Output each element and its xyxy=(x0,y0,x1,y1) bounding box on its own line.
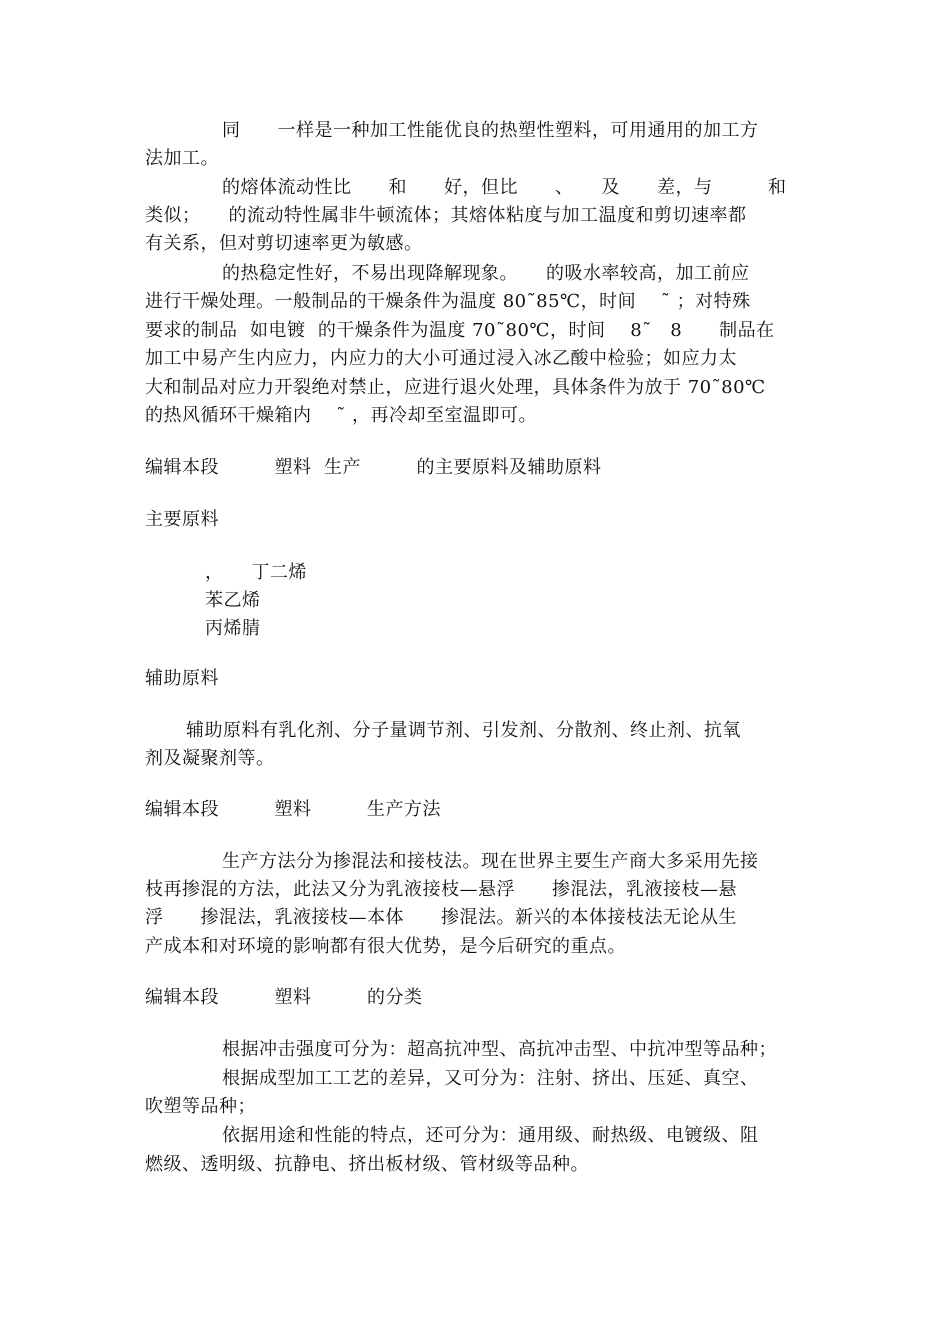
paragraph-line: 燃级、透明级、抗静电、挤出板材级、管材级等品种。 xyxy=(145,1154,589,1175)
subheading: 主要原料 xyxy=(145,509,219,530)
list-item: 丙烯腈 xyxy=(205,618,261,639)
paragraph-line: 法加工。 xyxy=(145,148,219,169)
list-item: 苯乙烯 xyxy=(205,590,261,611)
section-heading: 编辑本段 塑料 生产方法 xyxy=(145,799,441,820)
paragraph-line: 根据成型加工工艺的差异，又可分为：注射、挤出、压延、真空、 xyxy=(222,1068,759,1089)
section-heading: 编辑本段 塑料 生产 的主要原料及辅助原料 xyxy=(145,457,602,478)
paragraph-line: 的熔体流动性比 和 好，但比 、 及 差，与 和 xyxy=(222,177,787,198)
paragraph-line: 依据用途和性能的特点，还可分为：通用级、耐热级、电镀级、阻 xyxy=(222,1125,759,1146)
paragraph-line: 吹塑等品种； xyxy=(145,1096,256,1117)
paragraph-line: 大和制品对应力开裂绝对禁止，应进行退火处理，具体条件为放于 70˜80℃ xyxy=(145,377,766,398)
paragraph-line: 根据冲击强度可分为：超高抗冲型、高抗冲击型、中抗冲型等品种； xyxy=(222,1039,777,1060)
section-heading: 编辑本段 塑料 的分类 xyxy=(145,987,423,1008)
subheading: 辅助原料 xyxy=(145,668,219,689)
paragraph-line: 枝再掺混的方法，此法又分为乳液接枝—悬浮 掺混法，乳液接枝—悬 xyxy=(145,879,737,900)
list-item: ， 丁二烯 xyxy=(205,562,307,583)
paragraph-line: 的热稳定性好，不易出现降解现象。 的吸水率较高，加工前应 xyxy=(222,263,750,284)
paragraph-line: 加工中易产生内应力，内应力的大小可通过浸入冰乙酸中检验；如应力太 xyxy=(145,348,737,369)
paragraph-line: 浮 掺混法，乳液接枝—本体 掺混法。新兴的本体接枝法无论从生 xyxy=(145,907,737,928)
paragraph-line: 类似； 的流动特性属非牛顿流体；其熔体粘度与加工温度和剪切速率都 xyxy=(145,205,747,226)
paragraph-line: 剂及凝聚剂等。 xyxy=(145,748,275,769)
paragraph-line: 辅助原料有乳化剂、分子量调节剂、引发剂、分散剂、终止剂、抗氧 xyxy=(186,720,741,741)
paragraph-line: 生产方法分为掺混法和接枝法。现在世界主要生产商大多采用先接 xyxy=(222,851,759,872)
paragraph-line: 有关系，但对剪切速率更为敏感。 xyxy=(145,233,423,254)
paragraph-line: 进行干燥处理。一般制品的干燥条件为温度 80˜85℃，时间 ˜ ；对特殊 xyxy=(145,291,751,312)
paragraph-line: 要求的制品 如电镀 的干燥条件为温度 70˜80℃，时间 8˜ 8 制品在 xyxy=(145,320,775,341)
paragraph-line: 的热风循环干燥箱内 ˜ ，再冷却至室温即可。 xyxy=(145,405,537,426)
paragraph-line: 同 一样是一种加工性能优良的热塑性塑料，可用通用的加工方 xyxy=(222,120,759,141)
paragraph-line: 产成本和对环境的影响都有很大优势，是今后研究的重点。 xyxy=(145,936,626,957)
